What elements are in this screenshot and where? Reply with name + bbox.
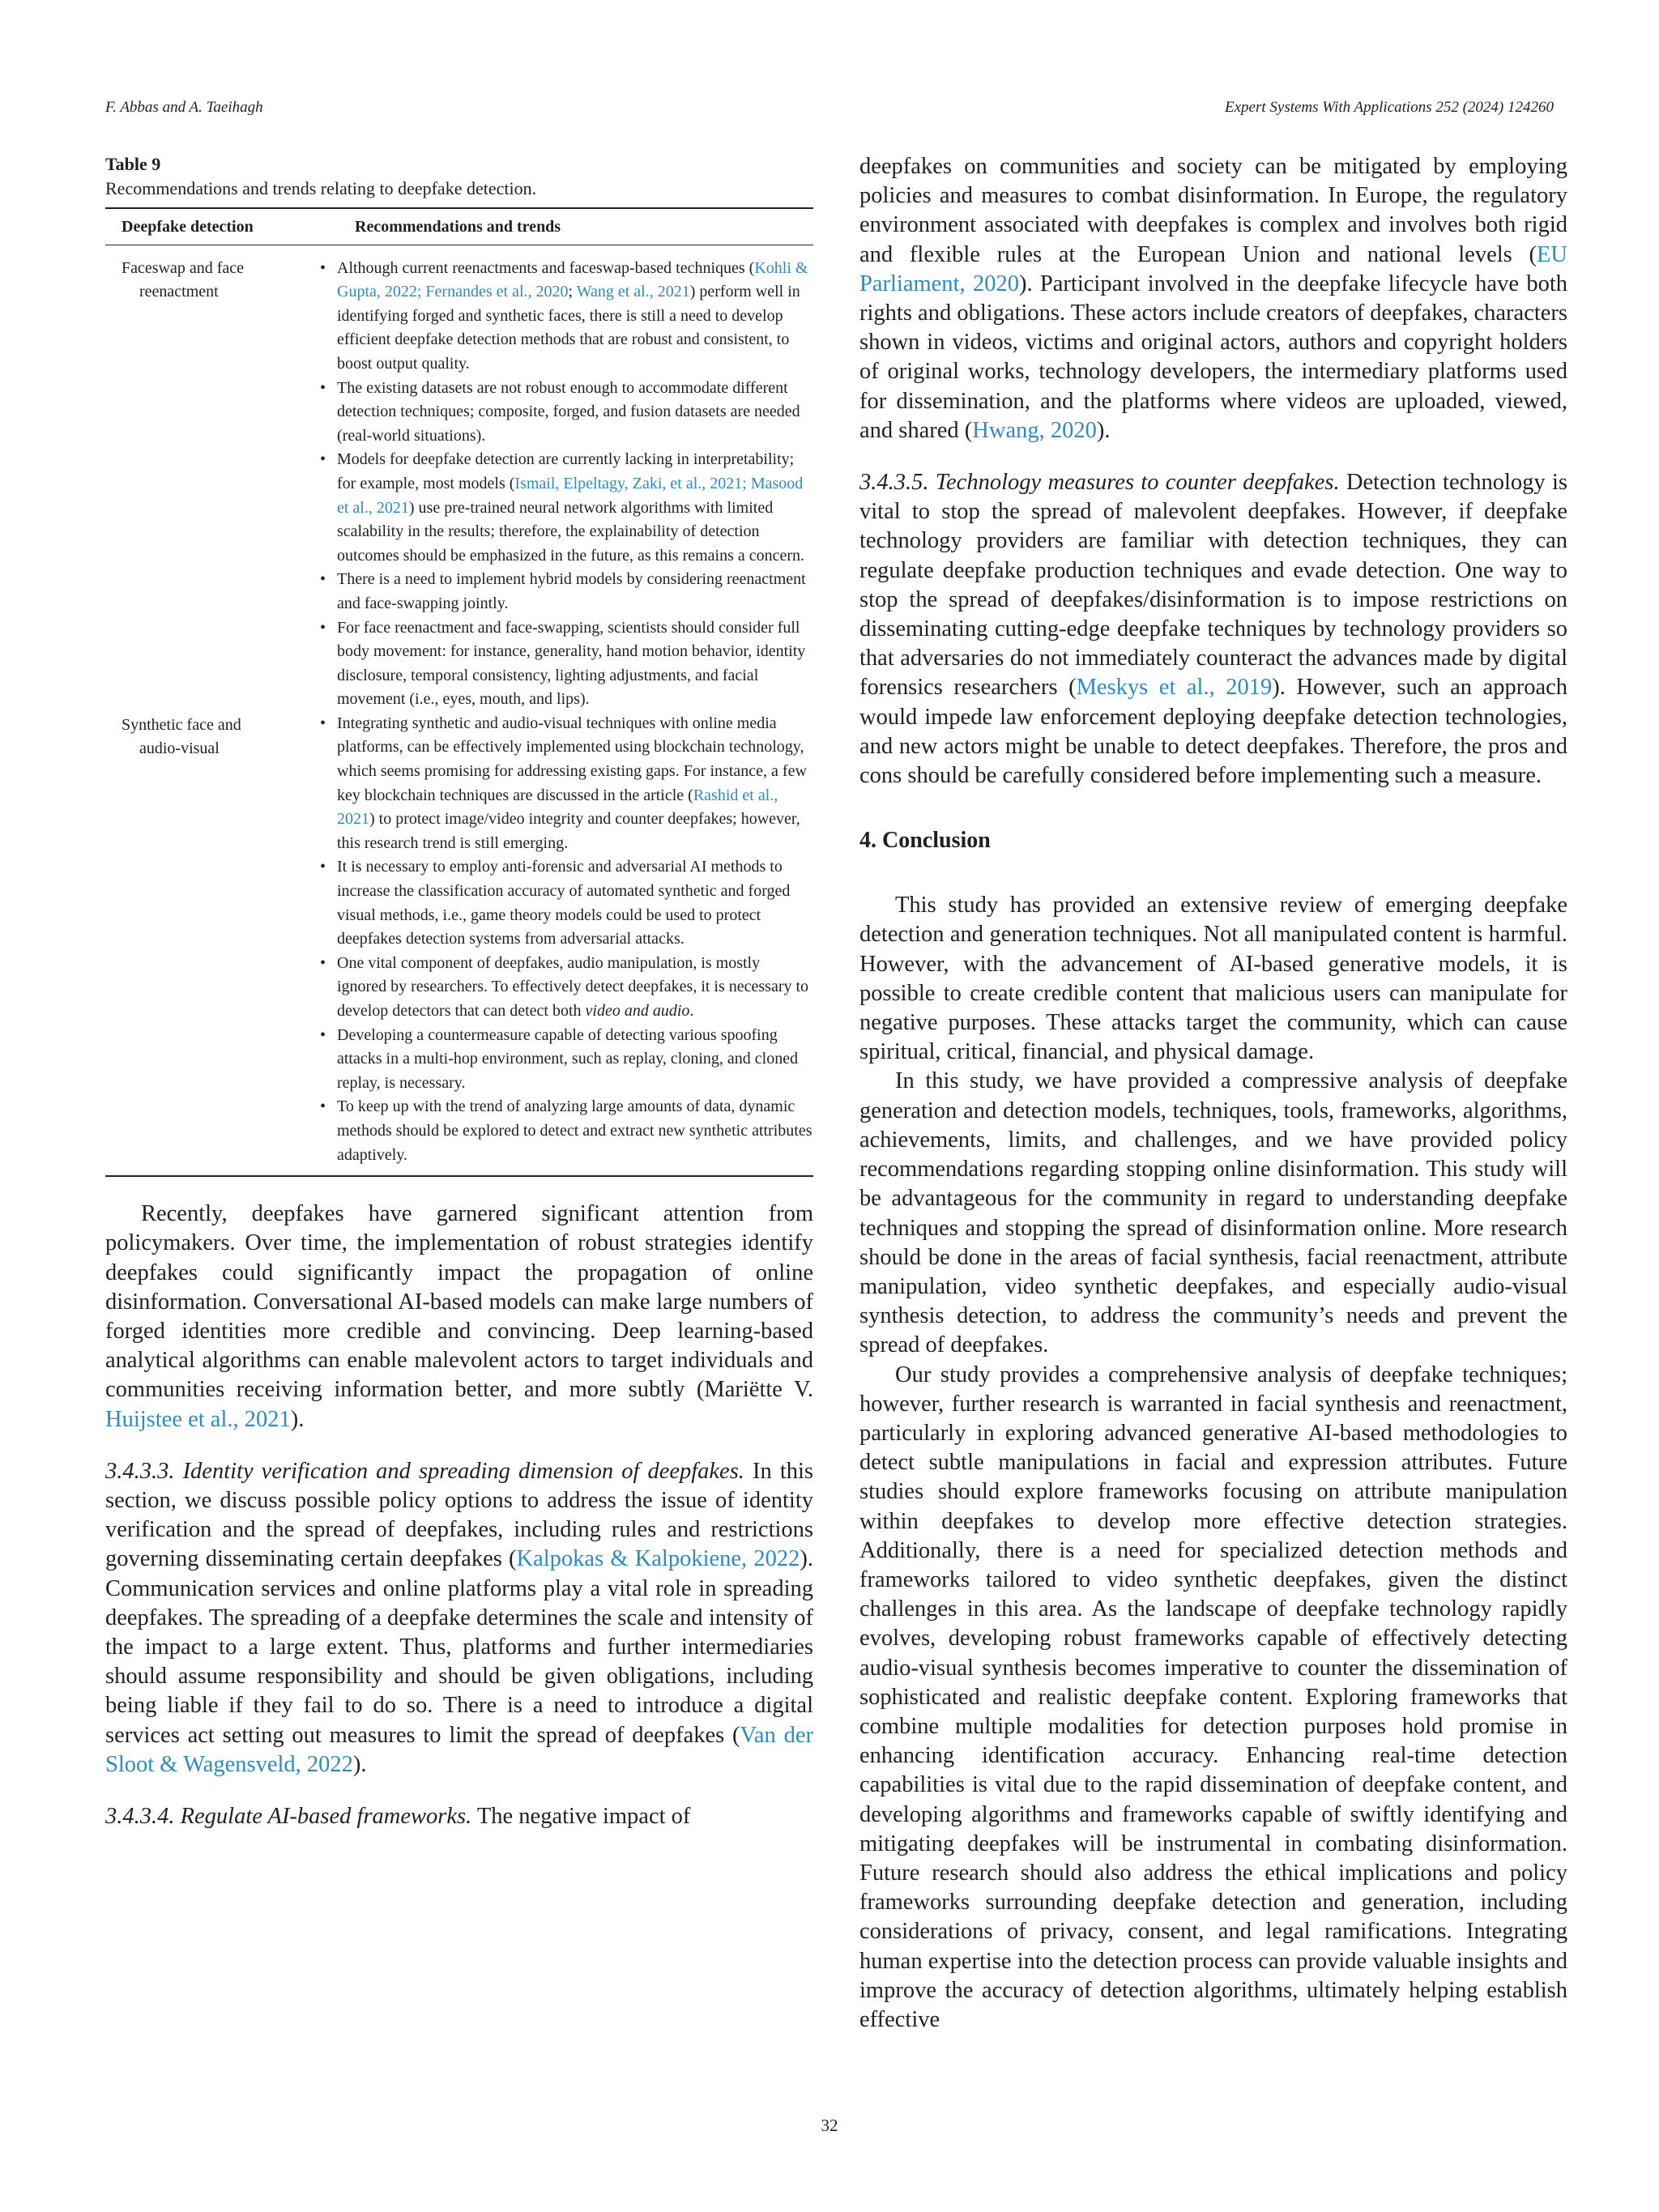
running-head-journal: Expert Systems With Applications 252 (2024) 124260 xyxy=(1225,99,1554,116)
paragraph: This study has provided an extensive review of emerging deepfake detection and generation techniques. Not all manipulated content is harmful. However, with the advancement of AI-based generative models, it is possible to create credible content that malicious users can manipulate for negative purposes. These attacks target the community, which can cause spiritual, critical, financial, and physical damage. xyxy=(859,893,1567,1065)
running-head-authors: F. Abbas and A. Taeihagh xyxy=(105,99,263,116)
list-item: • There is a need to implement hybrid models by considering reenactment and face-swapping jointly. xyxy=(318,568,813,616)
paragraph: In this study, we have provided a compressive analysis of deepfake generation and detection models, techniques, tools, frameworks, algorithms, achievements, limits, and challenges, and we have provided policy recommendations regarding stopping online disinformation. This study will be advantageous for the community in regard to understanding deepfake techniques and stopping the spread of disinformation online. More research should be done in the areas of facial synthesis, facial reenactment, attribute manipulation, video synthetic deepfakes, and especially audio-visual synthesis detection, to address the community’s needs and prevent the spread of deepfakes. xyxy=(859,1068,1567,1358)
left-column xyxy=(105,152,813,1831)
list-item: • Models for deepfake detection are currently lacking in interpretability; for example, most models (Ismail, Elpeltagy, Zaki, et al., 2021; Masood et al., 2021) use pre-trained neural network algorithms with limited scalability in the results; therefore, the explainability of detection outcomes should be emphasized in the future, as this remains a concern. xyxy=(318,448,813,568)
subsection-heading: 3.4.3.4. Regulate AI-based frameworks. xyxy=(105,1804,472,1830)
right-column xyxy=(859,152,1567,2035)
table-row-items xyxy=(318,245,813,712)
list-item: • It is necessary to employ anti-forensic and adversarial AI methods to increase the classification accuracy of automated synthetic and forged visual methods, i.e., game theory models could be used to protect deepfakes detection systems from adversarial attacks. xyxy=(318,855,813,951)
citation-link[interactable]: Kohli & Gupta, 2022; Fernandes et al., 2020 xyxy=(337,258,808,301)
table-row-category xyxy=(105,245,318,712)
recommendations-table xyxy=(105,207,813,1177)
subsection-paragraph: 3.4.3.3. Identity verification and spreading dimension of deepfakes. In this section, we discuss possible policy options to address the issue of identity verification and the spread of deepfakes, including rules and restrictions governing disseminating certain deepfakes (Kalpokas & Kalpokiene, 2022). Communication services and online platforms play a vital role in spreading deepfakes. The spreading of a deepfake determines the scale and intensity of the impact to a large extent. Thus, platforms and further intermediaries should assume responsibility and should be given obligations, including being liable if they fail to do so. There is a need to introduce a digital services act setting out measures to limit the spread of deepfakes (Van der Sloot & Wagensveld, 2022). xyxy=(105,1458,813,1777)
table-caption: Recommendations and trends relating to deepfake detection. xyxy=(105,178,537,198)
page-number: 32 xyxy=(821,2116,838,2135)
list-item: • For face reenactment and face-swapping, scientists should consider full body movement: for instance, generality, hand motion behavior, identity disclosure, temporal consistency, lighting adjustments, and facial movement (i.e., eyes, mouth, and lips). xyxy=(318,616,813,712)
table-row xyxy=(105,245,813,712)
list-item: • One vital component of deepfakes, audio manipulation, is mostly ignored by researchers. To effectively detect deepfakes, it is necessary to develop detectors that can detect both video and audio. xyxy=(318,952,813,1024)
citation-link[interactable]: Van der Sloot & Wagensveld, 2022 xyxy=(105,1722,813,1777)
table-row-items xyxy=(318,712,813,1176)
list-item: • To keep up with the trend of analyzing large amounts of data, dynamic methods should be explored to detect and extract new synthetic attributes adaptively. xyxy=(318,1095,813,1167)
paragraph: Recently, deepfakes have garnered significant attention from policymakers. Over time, the implementation of robust strategies identify deepfakes could significantly impact the propagation of online disinformation. Conversational AI-based models can make large numbers of forged identities more credible and convincing. Deep learning-based analytical algorithms can enable malevolent actors to target individuals and communities receiving information better, and more subtly (Mariëtte V. Huijstee et al., 2021). xyxy=(105,1201,813,1432)
citation-link[interactable]: Ismail, Elpeltagy, Zaki, et al., 2021; Masood et al., 2021 xyxy=(337,474,804,517)
table-label: Table 9 xyxy=(105,154,161,174)
list-item: • Although current reenactments and faceswap-based techniques (Kohli & Gupta, 2022; Fernandes et al., 2020; Wang et al., 2021) perform well in identifying forged and synthetic faces, there is still a need to develop efficient deepfake detection methods that are robust and consistent, to boost output quality. xyxy=(318,257,813,377)
citation-link[interactable]: Wang et al., 2021 xyxy=(576,283,690,301)
table-header-recommendations: Recommendations and trends xyxy=(318,208,813,245)
citation-link[interactable]: Kalpokas & Kalpokiene, 2022 xyxy=(516,1546,800,1572)
table-header-detection: Deepfake detection xyxy=(105,208,318,245)
subsection-paragraph: 3.4.3.5. Technology measures to counter deepfakes. Detection technology is vital to stop the spread of malevolent deepfakes. However, if deepfake technology providers are familiar with detection techniques, they can regulate deepfake production techniques and evade detection. One way to stop the spread of deepfakes/disinformation is to impose restrictions on disseminating cutting-edge deepfake techniques by technology providers so that adversaries do not immediately counteract the advances made by digital forensics researchers (Meskys et al., 2019). However, such an approach would impede law enforcement deploying deepfake detection technologies, and new actors might be unable to detect deepfakes. Therefore, the pros and cons should be carefully considered before implementing such a measure. xyxy=(859,470,1568,789)
subsection-heading: 3.4.3.3. Identity verification and spreading dimension of deepfakes. xyxy=(105,1458,744,1484)
list-item: • The existing datasets are not robust enough to accommodate different detection techniques; composite, forged, and fusion datasets are needed (real-world situations). xyxy=(318,377,813,449)
list-item: • Developing a countermeasure capable of detecting various spoofing attacks in a multi-hop environment, such as replay, cloning, and cloned replay, is necessary. xyxy=(318,1024,813,1096)
paragraph: Our study provides a comprehensive analysis of deepfake techniques; however, further research is warranted in facial synthesis and reenactment, particularly in exploring advanced generative AI-based methodologies to detect subtle manipulations in facial and expression attributes. Future studies should explore frameworks focusing on attribute manipulation within deepfakes to develop more effective detection strategies. Additionally, there is a need for specialized detection methods and frameworks tailored to video synthetic deepfakes, given the distinct challenges in this area. As the landscape of deepfake technology rapidly evolves, developing robust frameworks capable of effectively detecting audio-visual synthesis becomes imperative to counter the dissemination of sophisticated and realistic deepfake content. Exploring frameworks that combine multiple modalities for detection purposes hold promise in enhancing identification accuracy. Enhancing real-time detection capabilities is vital due to the rapid dissemination of deepfake content, and developing algorithms and frameworks capable of swiftly identifying and mitigating deepfakes will be instrumental in combating disinformation. Future research should also address the ethical implications and policy frameworks surrounding deepfake detection and generation, including considerations of privacy, consent, and legal ramifications. Integrating human expertise into the detection process can provide valuable insights and improve the accuracy of detection algorithms, ultimately helping establish effective xyxy=(859,1362,1567,2032)
table-row xyxy=(105,712,813,1176)
list-item: • Integrating synthetic and audio-visual techniques with online media platforms, can be effectively implemented using blockchain technology, which seems promising for addressing existing gaps. For instance, a few key blockchain techniques are discussed in the article (Rashid et al., 2021) to protect image/video integrity and counter deepfakes; however, this research trend is still emerging. xyxy=(318,712,813,856)
category-line: reenactment xyxy=(139,283,219,301)
citation-link[interactable]: Meskys et al., 2019 xyxy=(1076,675,1273,701)
category-line: audio-visual xyxy=(139,739,220,758)
subsection-paragraph: 3.4.3.4. Regulate AI-based frameworks. The negative impact of xyxy=(105,1804,691,1830)
subsection-heading: 3.4.3.5. Technology measures to counter deepfakes. xyxy=(859,470,1340,496)
section-heading-conclusion: 4. Conclusion xyxy=(859,828,991,854)
citation-link[interactable]: Hwang, 2020 xyxy=(972,417,1097,443)
citation-link[interactable]: Huijstee et al., 2021 xyxy=(105,1406,291,1432)
paragraph: deepfakes on communities and society can be mitigated by employing policies and measures to combat disinformation. In Europe, the regulatory environment associated with deepfakes is complex and involves both rigid and flexible rules at the European Union and national levels (EU Parliament, 2020). Participant involved in the deepfake lifecycle have both rights and obligations. These actors include creators of deepfakes, characters shown in videos, victims and original actors, authors and copyright holders of original works, technology developers, the intermediary platforms used for dissemination, and the platforms where videos are uploaded, viewed, and shared (Hwang, 2020). xyxy=(859,154,1568,443)
table-row-category xyxy=(105,712,318,1176)
category-line: Faceswap and face xyxy=(122,258,245,277)
category-line: Synthetic face and xyxy=(122,715,241,734)
citation-link[interactable]: EU Parliament, 2020 xyxy=(859,241,1567,296)
citation-link[interactable]: Rashid et al., 2021 xyxy=(337,786,778,829)
